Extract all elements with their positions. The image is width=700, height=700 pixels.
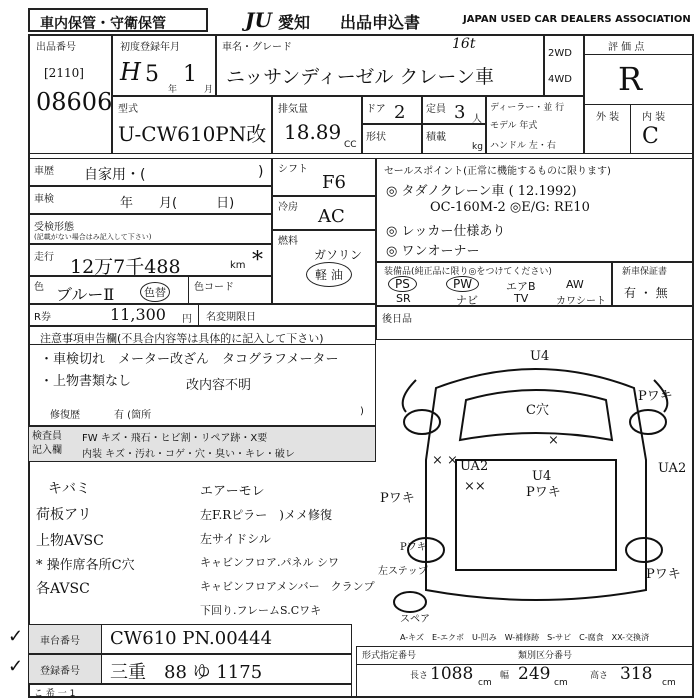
inspector-note-right-6: 下回り.フレームS.Cワキ xyxy=(200,604,322,617)
mirror-left xyxy=(403,380,416,412)
width-label: 幅 xyxy=(500,671,510,681)
footer-strip xyxy=(28,684,352,698)
diagram-label-step: 左ステップ xyxy=(378,566,428,577)
registration-value: 三重 88 ゆ 1175 xyxy=(110,662,263,683)
width-value: 249 xyxy=(518,664,551,684)
equipment-airbag: エアB xyxy=(506,280,536,293)
sales-label: セールスポイント(正常に機能するものに限ります) xyxy=(384,166,611,177)
capacity-value: 3 xyxy=(454,102,466,123)
height-label: 高さ xyxy=(590,671,609,681)
diagram-label-ua2-left: UA2 xyxy=(460,459,489,474)
warranty-value: 有 ・ 無 xyxy=(624,286,668,300)
footer-label: こ 希 一 1 xyxy=(34,689,76,699)
length-value: 1088 xyxy=(430,664,474,684)
sales-line-1: ◎ タダノクレーン車 ( 12.1992) xyxy=(386,184,577,199)
wheel-front-left xyxy=(404,410,440,434)
dealer-label: ディーラー・並 行 xyxy=(490,103,565,113)
mileage-unit: km xyxy=(230,260,246,271)
inspector-label: 検査員 記入欄 xyxy=(32,431,62,456)
length-unit: cm xyxy=(478,678,492,688)
equipment-leather: カワシート xyxy=(556,296,606,307)
aircon-value: AC xyxy=(318,206,345,227)
equipment-sr: SR xyxy=(396,292,411,305)
equipment-ps: PS xyxy=(388,276,417,292)
drive-2wd: 2WD xyxy=(548,48,572,59)
displacement-label: 排気量 xyxy=(278,104,308,115)
diagram-legend: A-キズ E-エクボ U-凹み W-補修跡 S-サビ C-腐食 XX-交換済 xyxy=(400,633,650,642)
mileage-value: 12万7千488 xyxy=(70,256,181,278)
designated-label: 形式指定番号 xyxy=(362,651,417,661)
lot-label: 出品番号 xyxy=(36,42,76,53)
ext-label: 外 装 xyxy=(596,112,620,123)
capacity-label: 定員 xyxy=(426,104,446,115)
color-value: ブルーⅡ xyxy=(56,285,115,304)
shift-label: シフト xyxy=(278,164,308,175)
wheel-rear-right xyxy=(626,538,662,562)
history-box xyxy=(28,158,272,186)
inspector-note-4: * 操作席各所C穴 xyxy=(36,558,135,573)
org-name: 愛知 xyxy=(278,13,311,32)
recycle-amount: 11,300 xyxy=(110,305,166,324)
diagram-x-mark-right: × xyxy=(548,433,559,448)
model-year-label: モデル 年式 xyxy=(490,121,538,131)
month-unit: 月 xyxy=(204,85,214,95)
aircon-label: 冷房 xyxy=(278,202,298,213)
color-change-mark: 色替 xyxy=(140,282,170,302)
check-mark-2: ✓ xyxy=(8,656,24,677)
inspector-note-3: 上物AVSC xyxy=(36,533,104,549)
mileage-label: 走行 xyxy=(34,252,54,263)
equipment-aw: AW xyxy=(566,278,584,291)
fuel-value: ガソリン xyxy=(314,248,363,262)
diagram-xx-mark: ×× xyxy=(464,479,486,494)
transfer-label: 名変期限日 xyxy=(206,312,256,323)
handle-label: ハンドル 左・右 xyxy=(490,141,556,151)
registration-label: 登録番号 xyxy=(40,666,80,677)
form-title: 出品申込書 xyxy=(340,13,421,32)
diagram-label-pwaki-center: Pワキ xyxy=(526,485,561,500)
repair-label: 修復歴 xyxy=(50,410,80,421)
diagram-label-pwaki-br: Pワキ xyxy=(646,567,681,582)
shape-label: 形状 xyxy=(366,132,386,143)
equipment-label: 装備品(純正品に限り◎をつけてください) xyxy=(384,267,552,277)
sales-line-3: ◎ レッカー仕様あり xyxy=(386,224,506,239)
inspection-value: 年 月( 日) xyxy=(120,196,235,211)
recycle-unit: 円 xyxy=(182,314,192,325)
history-label: 車歴 xyxy=(34,166,54,177)
inspector-note-right-2: 左F.Rピラー )メメ修復 xyxy=(200,508,332,522)
color-label: 色 xyxy=(34,282,44,293)
repair-value: 有 (箇所 xyxy=(114,410,152,421)
after-label: 後日品 xyxy=(382,314,412,325)
inspector-note-1: キバミ xyxy=(48,481,90,497)
inspector-row-1: FW キズ・飛石・ヒビ割・リペア跡・X要 xyxy=(82,433,268,444)
fuel-circled: 軽 油 xyxy=(306,262,352,287)
grade-label: 評 価 点 xyxy=(608,42,645,53)
recycle-box xyxy=(28,304,376,326)
shift-value: F6 xyxy=(322,172,346,193)
length-label: 長さ xyxy=(410,671,429,681)
notes-line-2: ・上物書類なし xyxy=(40,374,132,389)
diagram-label-u4-center: U4 xyxy=(532,469,552,484)
inspector-note-2: 荷板アリ xyxy=(36,507,92,523)
after-box xyxy=(376,306,694,340)
diagram-label-spare: スペア xyxy=(400,614,430,625)
check-mark-1: ✓ xyxy=(8,626,24,647)
equipment-pw: PW xyxy=(446,276,479,292)
sales-line-4: ◎ ワンオーナー xyxy=(386,244,480,259)
fuel-label: 燃料 xyxy=(278,236,298,247)
lot-prefix: [2110] xyxy=(44,66,84,80)
chassis-label: 車台番号 xyxy=(40,636,80,647)
type-label: 型式 xyxy=(118,104,138,115)
inspector-row-2: 内装 キズ・汚れ・コゲ・穴・臭い・キレ・破レ xyxy=(82,449,295,460)
category-label: 類別区分番号 xyxy=(518,651,573,661)
inspector-note-right-3: 左サイドシル xyxy=(200,532,271,546)
drive-box xyxy=(544,34,584,96)
diagram-label-u4-top: U4 xyxy=(530,349,550,364)
drive-4wd: 4WD xyxy=(548,74,572,85)
height-value: 318 xyxy=(620,664,653,684)
vehicle-diagram xyxy=(376,340,694,632)
grade-value: R xyxy=(618,60,643,98)
storage-tag xyxy=(28,8,208,32)
diagram-label-pwaki-left: Pワキ xyxy=(380,491,415,506)
ju-logo xyxy=(245,8,272,32)
recycle-label: R券 xyxy=(34,312,51,323)
year-unit: 年 xyxy=(168,85,178,95)
int-grade: C xyxy=(642,124,659,149)
int-label: 内 装 xyxy=(642,112,666,123)
chassis-value: CW610 PN.00444 xyxy=(110,628,273,649)
model-name-label: 車名・グレード xyxy=(222,42,292,53)
notes-label: 注意事項申告欄(不具合内容等は具体的に記入して下さい) xyxy=(40,332,324,345)
tonnage: 16t xyxy=(452,36,476,52)
wheel-front-right xyxy=(630,410,666,434)
notes-line-3: 改内容不明 xyxy=(186,378,252,393)
equipment-navi: ナビ xyxy=(456,294,478,307)
diagram-label-ua2-right: UA2 xyxy=(658,461,687,476)
type-value: U-CW610PN改 xyxy=(118,122,267,146)
diagram-label-pwaki-tr: Pワキ xyxy=(638,389,673,404)
load-label: 積載 xyxy=(426,132,446,143)
first-reg-label: 初度登録年月 xyxy=(120,42,180,53)
load-unit: kg xyxy=(472,142,483,152)
lot-number: 08606 xyxy=(36,88,113,116)
model-name: ニッサンディーゼル クレーン車 xyxy=(226,66,495,88)
acceptance-label: 受検形態 xyxy=(34,222,74,233)
inspector-note-right-4: キャビンフロア.パネル シワ xyxy=(200,556,339,569)
association-name: JAPAN USED CAR DEALERS ASSOCIATION xyxy=(463,14,691,25)
era: H xyxy=(120,58,141,86)
repair-close: ) xyxy=(360,406,364,417)
year: 5 xyxy=(145,62,159,87)
equipment-tv: TV xyxy=(514,292,529,305)
doors-label: ドア xyxy=(366,104,386,115)
diagram-label-c-hole: C穴 xyxy=(526,403,549,418)
history-value: 自家用・( xyxy=(84,167,146,183)
storage-tag-text: 車内保管・守衛保管 xyxy=(40,16,166,32)
doors-value: 2 xyxy=(394,102,406,123)
capacity-unit: 人 xyxy=(472,114,482,125)
color-code-label: 色コード xyxy=(194,282,234,293)
ju-logo-text: JU xyxy=(245,8,272,32)
width-unit: cm xyxy=(554,678,568,688)
month: 1 xyxy=(183,62,197,87)
diagram-label-pwaki-bl: Pワキ xyxy=(400,542,427,553)
diagram-x-marks: × × xyxy=(432,453,458,468)
displacement-unit: CC xyxy=(344,140,357,150)
warranty-label: 新車保証書 xyxy=(622,267,668,277)
displacement-value: 18.89 xyxy=(284,120,342,144)
sales-line-2: OC-160M-2 ◎E/G: RE10 xyxy=(430,200,590,215)
history-close: ) xyxy=(258,164,264,180)
notes-line-1: ・車検切れ メーター改ざん タコグラフメーター xyxy=(40,352,339,367)
height-unit: cm xyxy=(662,678,676,688)
inspection-label: 車検 xyxy=(34,194,54,205)
acceptance-note: (記載がない場合はみ記入して下さい) xyxy=(34,233,152,241)
inspector-note-right-5: キャビンフロアメンバー クランプ xyxy=(200,580,375,593)
mileage-mark: * xyxy=(252,248,263,273)
inspector-note-5: 各AVSC xyxy=(36,581,90,597)
inspector-note-right-1: エアーモレ xyxy=(200,484,265,499)
spare-wheel xyxy=(394,592,426,612)
